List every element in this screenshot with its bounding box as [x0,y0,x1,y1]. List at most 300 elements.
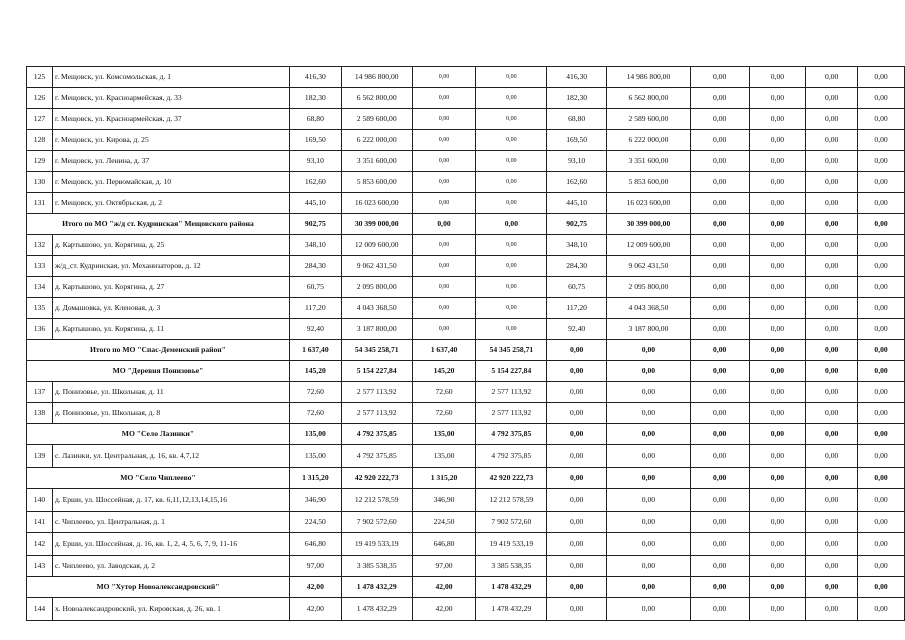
value-cell: 0,00 [476,151,547,172]
address-cell: с. Чиплеево, ул. Заводская, д. 2 [52,556,289,577]
value-cell: 2 577 113,92 [341,403,412,424]
value-cell: 0,00 [607,361,691,382]
value-cell: 0,00 [412,193,476,214]
value-cell: 0,00 [749,109,806,130]
value-cell: 3 187 800,00 [341,319,412,340]
value-cell: 0,00 [690,277,749,298]
value-cell: 0,00 [690,151,749,172]
value-cell: 0,00 [749,151,806,172]
table-row [27,235,905,256]
value-cell: 16 023 600,00 [341,193,412,214]
value-cell: 182,30 [547,88,607,109]
value-cell: 2 577 113,92 [476,382,547,403]
value-cell: 92,40 [289,319,341,340]
value-cell: 0,00 [476,109,547,130]
value-cell: 0,00 [858,172,905,193]
value-cell: 0,00 [858,88,905,109]
value-cell: 0,00 [412,130,476,151]
value-cell: 54 345 258,71 [341,340,412,361]
value-cell: 145,20 [289,361,341,382]
value-cell: 2 589 600,00 [607,109,691,130]
value-cell: 0,00 [607,598,691,621]
value-cell: 0,00 [806,277,858,298]
value-cell: 0,00 [690,298,749,319]
value-cell: 5 853 600,00 [341,172,412,193]
value-cell: 0,00 [749,340,806,361]
value-cell: 135,00 [412,445,476,468]
value-cell: 7 902 572,60 [341,512,412,533]
value-cell: 0,00 [607,533,691,556]
value-cell: 0,00 [806,468,858,489]
row-number: 125 [27,67,53,88]
value-cell: 169,50 [289,130,341,151]
value-cell: 0,00 [806,172,858,193]
value-cell: 0,00 [749,598,806,621]
value-cell: 346,90 [289,489,341,512]
value-cell: 0,00 [749,130,806,151]
subtotal-row [27,424,905,445]
value-cell: 224,50 [289,512,341,533]
value-cell: 0,00 [547,598,607,621]
value-cell: 97,00 [412,556,476,577]
value-cell: 0,00 [858,193,905,214]
value-cell: 12 009 600,00 [341,235,412,256]
row-number: 128 [27,130,53,151]
value-cell: 30 399 000,00 [341,214,412,235]
value-cell: 42 920 222,73 [476,468,547,489]
value-cell: 0,00 [547,468,607,489]
value-cell: 92,40 [547,319,607,340]
value-cell: 4 792 375,85 [476,424,547,445]
value-cell: 0,00 [749,256,806,277]
value-cell: 30 399 000,00 [607,214,691,235]
value-cell: 3 351 600,00 [607,151,691,172]
value-cell: 0,00 [547,556,607,577]
table-row [27,598,905,621]
value-cell: 0,00 [476,298,547,319]
address-cell: д. Картышово, ул. Корягина, д. 11 [52,319,289,340]
value-cell: 416,30 [289,67,341,88]
value-cell: 0,00 [690,533,749,556]
value-cell: 0,00 [806,577,858,598]
subtotal-row [27,214,905,235]
value-cell: 0,00 [690,214,749,235]
value-cell: 0,00 [806,67,858,88]
value-cell: 0,00 [412,214,476,235]
value-cell: 0,00 [476,130,547,151]
table-row [27,130,905,151]
table-row [27,298,905,319]
value-cell: 4 792 375,85 [341,424,412,445]
value-cell: 284,30 [289,256,341,277]
value-cell: 42 920 222,73 [341,468,412,489]
value-cell: 0,00 [806,214,858,235]
value-cell: 0,00 [690,361,749,382]
value-cell: 445,10 [289,193,341,214]
value-cell: 72,60 [289,382,341,403]
value-cell: 348,10 [289,235,341,256]
value-cell: 0,00 [690,340,749,361]
value-cell: 93,10 [547,151,607,172]
value-cell: 0,00 [806,151,858,172]
address-cell: д. Ерши, ул. Шоссейная, д. 16, кв. 1, 2, 4, 5, 6, 7, 9, 11-16 [52,533,289,556]
table-row [27,67,905,88]
address-cell: д. Домашовка, ул. Кленовая, д. 3 [52,298,289,319]
value-cell: 0,00 [749,424,806,445]
value-cell: 0,00 [412,88,476,109]
row-number: 142 [27,533,53,556]
address-cell: д. Понизовье, ул. Школьная, д. 11 [52,382,289,403]
value-cell: 0,00 [547,512,607,533]
value-cell: 0,00 [690,598,749,621]
value-cell: 12 009 600,00 [607,235,691,256]
subtotal-row [27,340,905,361]
address-cell: д. Понизовье, ул. Школьная, д. 8 [52,403,289,424]
value-cell: 0,00 [806,556,858,577]
table-row [27,556,905,577]
value-cell: 0,00 [690,130,749,151]
value-cell: 0,00 [476,67,547,88]
value-cell: 0,00 [690,445,749,468]
value-cell: 646,80 [412,533,476,556]
value-cell: 72,60 [412,403,476,424]
value-cell: 0,00 [806,361,858,382]
value-cell: 0,00 [858,67,905,88]
value-cell: 9 062 431,50 [341,256,412,277]
value-cell: 0,00 [806,340,858,361]
subtotal-label: Итого по МО "ж/д ст. Кудринская" Мещовского района [27,214,290,235]
row-number: 127 [27,109,53,130]
address-cell: г. Мещовск, ул. Комсомольская, д. 1 [52,67,289,88]
value-cell: 1 637,40 [289,340,341,361]
subtotal-label: МО "Деревня Понизовье" [27,361,290,382]
value-cell: 0,00 [412,319,476,340]
value-cell: 0,00 [607,556,691,577]
value-cell: 284,30 [547,256,607,277]
value-cell: 0,00 [749,468,806,489]
value-cell: 346,90 [412,489,476,512]
value-cell: 0,00 [858,598,905,621]
address-cell: д. Картышово, ул. Корягина, д. 25 [52,235,289,256]
value-cell: 224,50 [412,512,476,533]
address-cell: д. Ерши, ул. Шоссейная, д. 17, кв. 6,11,12,13,14,15,16 [52,489,289,512]
subtotal-label: МО "Село Чиплеево" [27,468,290,489]
value-cell: 0,00 [858,424,905,445]
value-cell: 2 577 113,92 [476,403,547,424]
row-number: 139 [27,445,53,468]
value-cell: 0,00 [607,512,691,533]
value-cell: 348,10 [547,235,607,256]
row-number: 134 [27,277,53,298]
value-cell: 0,00 [412,109,476,130]
value-cell: 0,00 [858,130,905,151]
value-cell: 0,00 [858,382,905,403]
value-cell: 0,00 [690,256,749,277]
subtotal-row [27,468,905,489]
value-cell: 0,00 [547,445,607,468]
value-cell: 2 095 800,00 [341,277,412,298]
value-cell: 72,60 [289,403,341,424]
value-cell: 2 577 113,92 [341,382,412,403]
value-cell: 1 315,20 [412,468,476,489]
table-row [27,193,905,214]
value-cell: 0,00 [749,445,806,468]
value-cell: 4 043 368,50 [341,298,412,319]
subtotal-row [27,577,905,598]
value-cell: 0,00 [749,319,806,340]
value-cell: 1 315,20 [289,468,341,489]
value-cell: 0,00 [607,382,691,403]
value-cell: 0,00 [858,361,905,382]
value-cell: 1 637,40 [412,340,476,361]
table-row [27,88,905,109]
value-cell: 0,00 [806,319,858,340]
address-cell: г. Мещовск, ул. Красноармейская, д. 33 [52,88,289,109]
value-cell: 0,00 [806,533,858,556]
value-cell: 0,00 [412,277,476,298]
value-cell: 0,00 [690,88,749,109]
value-cell: 0,00 [858,277,905,298]
value-cell: 0,00 [858,512,905,533]
subtotal-label: Итого по МО "Спас-Деменский район" [27,340,290,361]
value-cell: 3 187 800,00 [607,319,691,340]
value-cell: 16 023 600,00 [607,193,691,214]
value-cell: 42,00 [289,577,341,598]
value-cell: 0,00 [858,151,905,172]
value-cell: 117,20 [547,298,607,319]
value-cell: 0,00 [690,67,749,88]
value-cell: 0,00 [749,214,806,235]
value-cell: 0,00 [607,424,691,445]
value-cell: 0,00 [749,382,806,403]
value-cell: 1 478 432,29 [476,598,547,621]
row-number: 132 [27,235,53,256]
value-cell: 0,00 [607,489,691,512]
housing-program-table [26,66,905,621]
value-cell: 0,00 [547,489,607,512]
table-row [27,403,905,424]
value-cell: 0,00 [749,298,806,319]
value-cell: 0,00 [749,533,806,556]
value-cell: 60,75 [289,277,341,298]
value-cell: 0,00 [547,340,607,361]
value-cell: 0,00 [476,319,547,340]
value-cell: 14 986 800,00 [341,67,412,88]
value-cell: 0,00 [476,277,547,298]
value-cell: 0,00 [858,214,905,235]
value-cell: 0,00 [749,88,806,109]
value-cell: 4 792 375,85 [476,445,547,468]
value-cell: 0,00 [690,512,749,533]
row-number: 140 [27,489,53,512]
table-row [27,489,905,512]
value-cell: 0,00 [806,88,858,109]
value-cell: 97,00 [289,556,341,577]
value-cell: 68,80 [289,109,341,130]
value-cell: 0,00 [547,533,607,556]
value-cell: 0,00 [547,382,607,403]
value-cell: 0,00 [412,256,476,277]
value-cell: 3 385 538,35 [341,556,412,577]
value-cell: 0,00 [806,130,858,151]
row-number: 143 [27,556,53,577]
value-cell: 0,00 [806,424,858,445]
value-cell: 0,00 [690,193,749,214]
address-cell: г. Мещовск, ул. Октябрьская, д. 2 [52,193,289,214]
value-cell: 0,00 [858,340,905,361]
value-cell: 0,00 [690,109,749,130]
value-cell: 42,00 [289,598,341,621]
value-cell: 0,00 [547,577,607,598]
value-cell: 0,00 [749,361,806,382]
value-cell: 0,00 [806,489,858,512]
table-row [27,319,905,340]
value-cell: 0,00 [858,298,905,319]
table-row [27,277,905,298]
table-row [27,512,905,533]
value-cell: 0,00 [607,403,691,424]
value-cell: 0,00 [547,424,607,445]
value-cell: 0,00 [749,277,806,298]
value-cell: 0,00 [690,319,749,340]
value-cell: 72,60 [412,382,476,403]
value-cell: 0,00 [806,193,858,214]
value-cell: 0,00 [690,403,749,424]
value-cell: 54 345 258,71 [476,340,547,361]
value-cell: 0,00 [858,445,905,468]
table-row [27,445,905,468]
row-number: 141 [27,512,53,533]
value-cell: 9 062 431,50 [607,256,691,277]
address-cell: с. Лазинки, ул. Центральная, д. 16, кв. 4,7,12 [52,445,289,468]
address-cell: д. Картышово, ул. Корягина, д. 27 [52,277,289,298]
value-cell: 135,00 [412,424,476,445]
value-cell: 0,00 [749,235,806,256]
value-cell: 0,00 [858,403,905,424]
value-cell: 0,00 [547,361,607,382]
value-cell: 135,00 [289,445,341,468]
value-cell: 19 419 533,19 [476,533,547,556]
value-cell: 0,00 [806,512,858,533]
address-cell: х. Новоалександровский, ул. Кировская, д. 26, кв. 1 [52,598,289,621]
value-cell: 0,00 [749,556,806,577]
value-cell: 0,00 [412,235,476,256]
value-cell: 0,00 [690,382,749,403]
value-cell: 2 589 600,00 [341,109,412,130]
value-cell: 0,00 [690,424,749,445]
value-cell: 0,00 [858,556,905,577]
value-cell: 0,00 [476,235,547,256]
value-cell: 0,00 [858,489,905,512]
value-cell: 0,00 [806,445,858,468]
row-number: 136 [27,319,53,340]
value-cell: 0,00 [806,109,858,130]
value-cell: 2 095 800,00 [607,277,691,298]
value-cell: 0,00 [749,67,806,88]
value-cell: 60,75 [547,277,607,298]
value-cell: 0,00 [806,403,858,424]
subtotal-row [27,361,905,382]
address-cell: г. Мещовск, ул. Красноармейская, д. 37 [52,109,289,130]
value-cell: 1 478 432,29 [341,598,412,621]
value-cell: 0,00 [749,403,806,424]
value-cell: 0,00 [858,319,905,340]
value-cell: 0,00 [806,298,858,319]
value-cell: 7 902 572,60 [476,512,547,533]
value-cell: 0,00 [476,214,547,235]
row-number: 133 [27,256,53,277]
value-cell: 0,00 [806,598,858,621]
value-cell: 3 351 600,00 [341,151,412,172]
value-cell: 0,00 [858,468,905,489]
value-cell: 0,00 [476,172,547,193]
table-row [27,256,905,277]
value-cell: 5 154 227,84 [341,361,412,382]
value-cell: 0,00 [858,256,905,277]
value-cell: 6 222 000,00 [607,130,691,151]
subtotal-label: МО "Село Лазинки" [27,424,290,445]
value-cell: 902,75 [289,214,341,235]
row-number: 131 [27,193,53,214]
value-cell: 145,20 [412,361,476,382]
value-cell: 12 212 578,59 [476,489,547,512]
value-cell: 0,00 [858,577,905,598]
row-number: 137 [27,382,53,403]
address-cell: г. Мещовск, ул. Первомайская, д. 10 [52,172,289,193]
value-cell: 0,00 [749,489,806,512]
value-cell: 5 154 227,84 [476,361,547,382]
value-cell: 93,10 [289,151,341,172]
row-number: 135 [27,298,53,319]
row-number: 138 [27,403,53,424]
value-cell: 0,00 [806,382,858,403]
value-cell: 42,00 [412,577,476,598]
row-number: 126 [27,88,53,109]
subtotal-label: МО "Хутор Новоалександровский" [27,577,290,598]
value-cell: 19 419 533,19 [341,533,412,556]
value-cell: 42,00 [412,598,476,621]
value-cell: 68,80 [547,109,607,130]
value-cell: 0,00 [412,67,476,88]
value-cell: 0,00 [607,445,691,468]
row-number: 129 [27,151,53,172]
address-cell: г. Мещовск, ул. Ленина, д. 37 [52,151,289,172]
table-body [27,67,905,621]
value-cell: 445,10 [547,193,607,214]
value-cell: 6 562 800,00 [341,88,412,109]
value-cell: 0,00 [412,172,476,193]
value-cell: 0,00 [749,172,806,193]
value-cell: 0,00 [858,109,905,130]
value-cell: 162,60 [289,172,341,193]
table-row [27,109,905,130]
value-cell: 0,00 [806,235,858,256]
value-cell: 14 986 800,00 [607,67,691,88]
value-cell: 0,00 [547,403,607,424]
value-cell: 0,00 [690,468,749,489]
value-cell: 6 222 000,00 [341,130,412,151]
value-cell: 0,00 [858,235,905,256]
address-cell: с. Чиплеево, ул. Центральная, д. 1 [52,512,289,533]
value-cell: 902,75 [547,214,607,235]
value-cell: 0,00 [690,172,749,193]
value-cell: 3 385 538,35 [476,556,547,577]
value-cell: 5 853 600,00 [607,172,691,193]
value-cell: 117,20 [289,298,341,319]
address-cell: г. Мещовск, ул. Кирова, д. 25 [52,130,289,151]
value-cell: 4 792 375,85 [341,445,412,468]
value-cell: 0,00 [607,577,691,598]
